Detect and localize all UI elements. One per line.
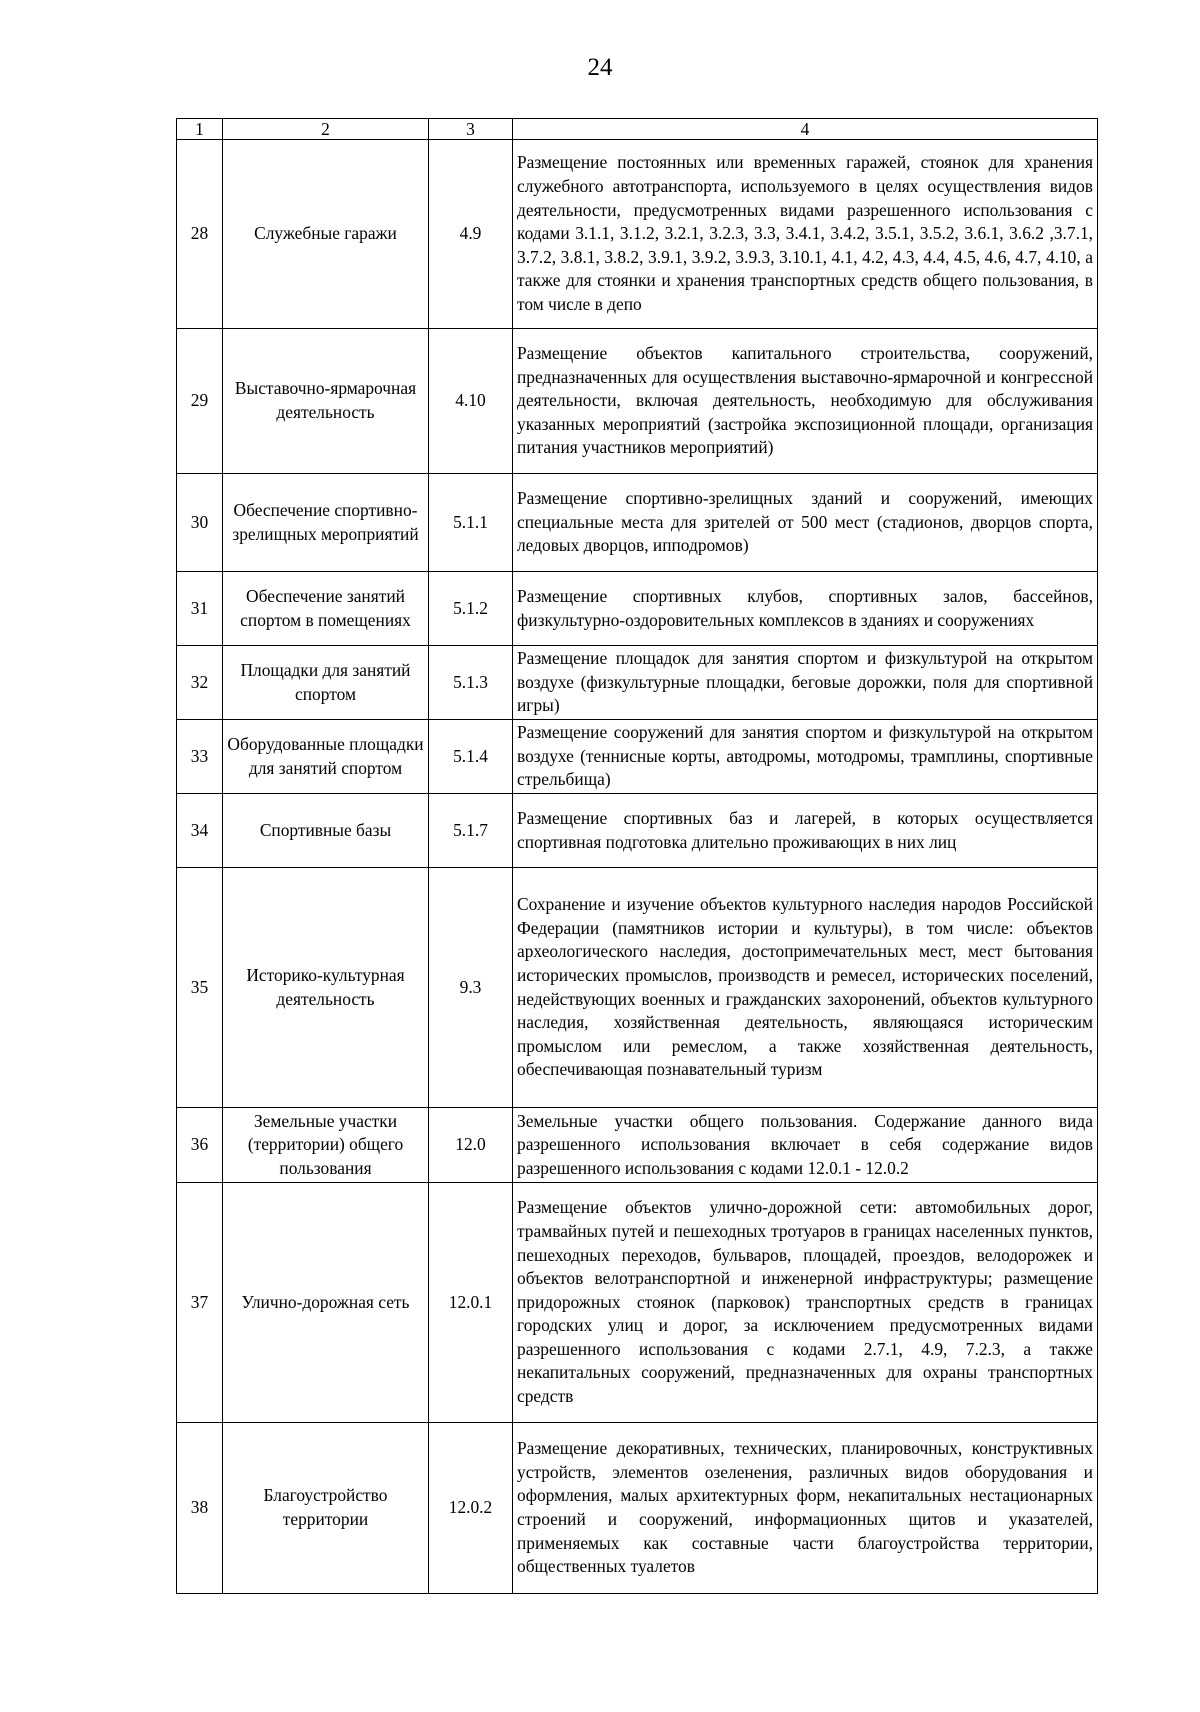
use-type-code: 5.1.3 xyxy=(429,646,513,720)
table-row xyxy=(177,868,1098,1108)
use-type-name: Благоустройство территории xyxy=(223,1423,429,1594)
row-number: 36 xyxy=(177,1108,223,1183)
table-row xyxy=(177,1423,1098,1594)
page-number: 24 xyxy=(587,54,613,81)
use-type-code: 5.1.2 xyxy=(429,572,513,646)
table-row xyxy=(177,329,1098,474)
use-type-code: 5.1.7 xyxy=(429,794,513,868)
use-type-code: 9.3 xyxy=(429,868,513,1108)
use-type-code: 5.1.1 xyxy=(429,474,513,572)
table-row xyxy=(177,646,1098,720)
use-type-description: Размещение объектов капитального строительства, сооружений, предназначенных для осуществления выставочно-ярмарочной и конгрессной деятельности, включая деятельность, необходимую для обслуживания указанных мероприятий (застройка экспозиционной площади, организация питания участников мероприятий) xyxy=(513,329,1098,474)
row-number: 38 xyxy=(177,1423,223,1594)
row-number: 29 xyxy=(177,329,223,474)
use-type-code: 12.0.1 xyxy=(429,1183,513,1423)
row-number: 31 xyxy=(177,572,223,646)
use-type-name: Оборудованные площадки для занятий спортом xyxy=(223,720,429,794)
row-number: 37 xyxy=(177,1183,223,1423)
use-type-name: Обеспечение занятий спортом в помещениях xyxy=(223,572,429,646)
use-type-description: Размещение сооружений для занятия спортом и физкультурой на открытом воздухе (теннисные корты, автодромы, мотодромы, трамплины, спортивные стрельбища) xyxy=(513,720,1098,794)
table-row xyxy=(177,474,1098,572)
row-number: 35 xyxy=(177,868,223,1108)
row-number: 28 xyxy=(177,140,223,329)
use-type-code: 12.0.2 xyxy=(429,1423,513,1594)
use-type-description: Земельные участки общего пользования. Содержание данного вида разрешенного использования включает в себя содержание видов разрешенного использования с кодами 12.0.1 - 12.0.2 xyxy=(513,1108,1098,1183)
row-number: 30 xyxy=(177,474,223,572)
use-type-name: Историко-культурная деятельность xyxy=(223,868,429,1108)
header-col-2: 2 xyxy=(223,119,429,140)
use-type-name: Служебные гаражи xyxy=(223,140,429,329)
use-type-name: Спортивные базы xyxy=(223,794,429,868)
use-type-code: 4.10 xyxy=(429,329,513,474)
header-col-1: 1 xyxy=(177,119,223,140)
row-number: 34 xyxy=(177,794,223,868)
use-type-description: Размещение постоянных или временных гаражей, стоянок для хранения служебного автотранспорта, используемого в целях осуществления видов деятельности, предусмотренных видами разрешенного использования с кодами 3.1.1, 3.1.2, 3.2.1, 3.2.3, 3.3, 3.4.1, 3.4.2, 3.5.1, 3.5.2, 3.6.1, 3.6.2 ,3.7.1, 3.7.2, 3.8.1, 3.8.2, 3.9.1, 3.9.2, 3.9.3, 3.10.1, 4.1, 4.2, 4.3, 4.4, 4.5, 4.6, 4.7, 4.10, а также для стоянки и хранения транспортных средств общего пользования, в том числе в депо xyxy=(513,140,1098,329)
table-row xyxy=(177,1183,1098,1423)
table-row xyxy=(177,794,1098,868)
use-type-description: Размещение спортивных клубов, спортивных залов, бассейнов, физкультурно-оздоровительных комплексов в зданиях и сооружениях xyxy=(513,572,1098,646)
use-type-description: Размещение площадок для занятия спортом и физкультурой на открытом воздухе (физкультурные площадки, беговые дорожки, поля для спортивной игры) xyxy=(513,646,1098,720)
use-type-name: Выставочно-ярмарочная деятельность xyxy=(223,329,429,474)
use-type-name: Улично-дорожная сеть xyxy=(223,1183,429,1423)
table-row xyxy=(177,720,1098,794)
header-row xyxy=(177,119,1098,140)
use-type-description: Размещение декоративных, технических, планировочных, конструктивных устройств, элементов озеленения, различных видов оборудования и оформления, малых архитектурных форм, некапитальных нестационарных строений и сооружений, информационных щитов и указателей, применяемых как составные части благоустройства территории, общественных туалетов xyxy=(513,1423,1098,1594)
table-row xyxy=(177,140,1098,329)
table-row xyxy=(177,1108,1098,1183)
use-type-description: Размещение объектов улично-дорожной сети: автомобильных дорог, трамвайных путей и пешеходных тротуаров в границах населенных пунктов, пешеходных переходов, бульваров, площадей, проездов, велодорожек и объектов велотранспортной и инженерной инфраструктуры; размещение придорожных стоянок (парковок) транспортных средств в границах городских улиц и дорог, за исключением предусмотренных видами разрешенного использования с кодами 2.7.1, 4.9, 7.2.3, а также некапитальных сооружений, предназначенных для охраны транспортных средств xyxy=(513,1183,1098,1423)
row-number: 32 xyxy=(177,646,223,720)
use-type-code: 4.9 xyxy=(429,140,513,329)
header-col-3: 3 xyxy=(429,119,513,140)
use-type-code: 12.0 xyxy=(429,1108,513,1183)
row-number: 33 xyxy=(177,720,223,794)
land-use-table xyxy=(176,118,1098,1594)
use-type-description: Размещение спортивных баз и лагерей, в которых осуществляется спортивная подготовка длительно проживающих в них лиц xyxy=(513,794,1098,868)
use-type-code: 5.1.4 xyxy=(429,720,513,794)
table-row xyxy=(177,572,1098,646)
use-type-description: Сохранение и изучение объектов культурного наследия народов Российской Федерации (памятников истории и культуры), в том числе: объектов археологического наследия, достопримечательных мест, мест бытования исторических промыслов, производств и ремесел, исторических поселений, недействующих военных и гражданских захоронений, объектов культурного наследия, хозяйственная деятельность, являющаяся историческим промыслом или ремеслом, а также хозяйственная деятельность, обеспечивающая познавательный туризм xyxy=(513,868,1098,1108)
use-type-name: Площадки для занятий спортом xyxy=(223,646,429,720)
use-type-name: Обеспечение спортивно-зрелищных мероприятий xyxy=(223,474,429,572)
use-type-description: Размещение спортивно-зрелищных зданий и сооружений, имеющих специальные места для зрителей от 500 мест (стадионов, дворцов спорта, ледовых дворцов, ипподромов) xyxy=(513,474,1098,572)
header-col-4: 4 xyxy=(513,119,1098,140)
use-type-name: Земельные участки (территории) общего пользования xyxy=(223,1108,429,1183)
